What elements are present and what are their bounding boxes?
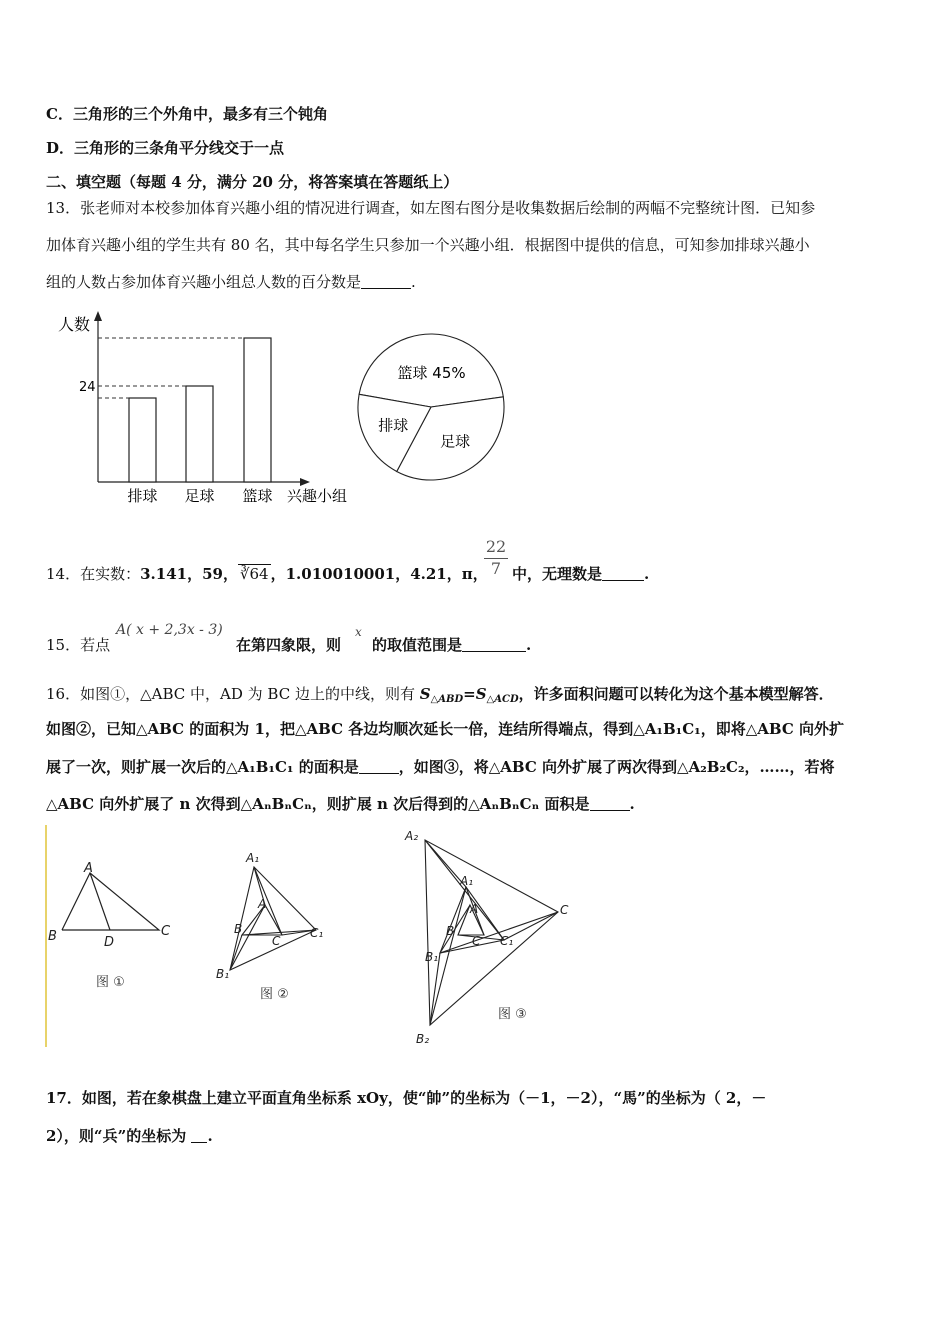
bar-chart	[46, 305, 366, 510]
fig3-label-c1: C₁	[500, 934, 514, 948]
fig1-label-b: B	[48, 929, 57, 944]
fig2-label-a1: A₁	[246, 851, 260, 865]
figure-1	[44, 860, 184, 1000]
q15-line: 15．若点	[46, 636, 111, 654]
fig2-label-a: A	[258, 897, 267, 911]
fig3-label-c: C	[472, 934, 481, 948]
area-equation: $S_{\triangle ABD}=S_{\triangle ACD}$	[419, 685, 519, 705]
x-tick-label: 排球	[127, 487, 158, 505]
q14-answer-blank[interactable]	[602, 566, 644, 581]
fraction-denominator: 7	[484, 558, 508, 578]
fig3-label-b1: B₁	[425, 950, 439, 964]
figure-2	[210, 845, 340, 1005]
q13-line1: 13．张老师对本校参加体育兴趣小组的情况进行调查，如左图右图分是收集数据后绘制的两幅不完整统计图．已知参	[46, 199, 816, 217]
fig2-label-c: C	[272, 934, 281, 948]
figure-3	[400, 825, 590, 1055]
q14-suffix: 中，无理数是 .	[512, 565, 650, 583]
pie-label: 足球	[440, 432, 471, 451]
q16-answer-blank-1[interactable]	[359, 759, 399, 774]
q13-line2: 加体育兴趣小组的学生共有 80 名，其中每名学生只参加一个兴趣小组．根据图中提供的信息，可知参加排球兴趣小	[46, 236, 810, 254]
option-c: C．三角形的三个外角中，最多有三个钝角	[46, 105, 328, 123]
fig3-caption: 图 ③	[498, 1007, 527, 1022]
fig3-label-a1: A₁	[460, 874, 474, 888]
bar-xlabel: 兴趣小组	[287, 487, 348, 505]
q16-line1: 16．如图①，△ABC 中，AD 为 BC 边上的中线，则有 $S_{\triangle ABD}=S_{\triangle ACD}$，许多面积问题可以转化为这个基本模型解答．	[46, 685, 834, 705]
q13-answer-blank[interactable]	[361, 274, 411, 289]
q15-answer-blank[interactable]	[462, 637, 526, 652]
section-heading: 二、填空题（每题 4 分，满分 20 分，将答案填在答题纸上）	[46, 173, 459, 191]
fig3-label-b2: B₂	[416, 1032, 430, 1046]
repeating-decimal: 21	[425, 565, 447, 583]
bar-ylabel: 人数	[58, 315, 91, 334]
fig3-label-c-outer: C	[560, 903, 569, 917]
q16-answer-blank-2[interactable]	[590, 796, 630, 811]
q16-line3: 展了一次，则扩展一次后的△A₁B₁C₁ 的面积是 ，如图③，将△ABC 向外扩展了两次得到△A₂B₂C₂，……，若将	[46, 758, 835, 776]
bar-篮球	[244, 338, 271, 482]
x-tick-label: 足球	[184, 487, 215, 505]
fig2-label-b1: B₁	[216, 967, 230, 981]
fig3-label-a2: A₂	[405, 829, 419, 843]
fraction-numerator: 22	[485, 537, 507, 556]
fig2-caption: 图 ②	[260, 987, 289, 1002]
q17-line2: 2），则“兵”的坐标为 .	[46, 1127, 213, 1145]
q15-point: A( x + 2,3x - 3)	[116, 622, 223, 638]
fig3-label-a: A	[470, 902, 479, 916]
q16-line2: 如图②，已知△ABC 的面积为 1，把△ABC 各边均顺次延长一倍，连结所得端点，得到△A₁B₁C₁，即将△ABC 向外扩	[46, 720, 845, 738]
q15-suffix: 的取值范围是 .	[372, 636, 532, 654]
q14-line: 14．在实数：3.141，59， ∛64 ，1.010010001，4.21，π，	[46, 565, 488, 583]
pie-label: 排球	[378, 416, 409, 435]
fig3-label-b: B	[446, 924, 455, 938]
bar-足球	[186, 386, 213, 482]
pie-chart	[355, 322, 515, 492]
fraction-22-7	[484, 537, 508, 578]
cube-root-64: ∛64	[239, 565, 269, 583]
bar-排球	[129, 398, 156, 482]
option-d: D．三角形的三条角平分线交于一点	[46, 139, 285, 157]
fig1-label-a: A	[84, 861, 93, 876]
fig2-label-b: B	[234, 922, 243, 936]
fig2-label-c1: C₁	[310, 926, 324, 940]
fig1-label-d: D	[104, 935, 115, 950]
pie-label: 篮球 45%	[397, 364, 466, 383]
y-tick-24: 24	[79, 380, 96, 395]
fig1-label-c: C	[161, 924, 171, 939]
q17-answer-blank[interactable]	[191, 1128, 207, 1143]
x-tick-label: 篮球	[242, 487, 273, 505]
q15-middle: 在第四象限，则	[236, 636, 342, 654]
fig1-caption: 图 ①	[96, 975, 125, 990]
q17-line1: 17．如图，若在象棋盘上建立平面直角坐标系 xOy，使“帥”的坐标为（－1，－2），“馬”的坐标为（ 2，－	[46, 1089, 767, 1107]
q15-var-x: x	[355, 625, 362, 639]
q16-line4: △ABC 向外扩展了 n 次得到△AₙBₙCₙ，则扩展 n 次后得到的△AₙBₙCₙ 面积是 .	[46, 795, 635, 813]
q13-line3: 组的人数占参加体育兴趣小组总人数的百分数是 .	[46, 273, 416, 291]
